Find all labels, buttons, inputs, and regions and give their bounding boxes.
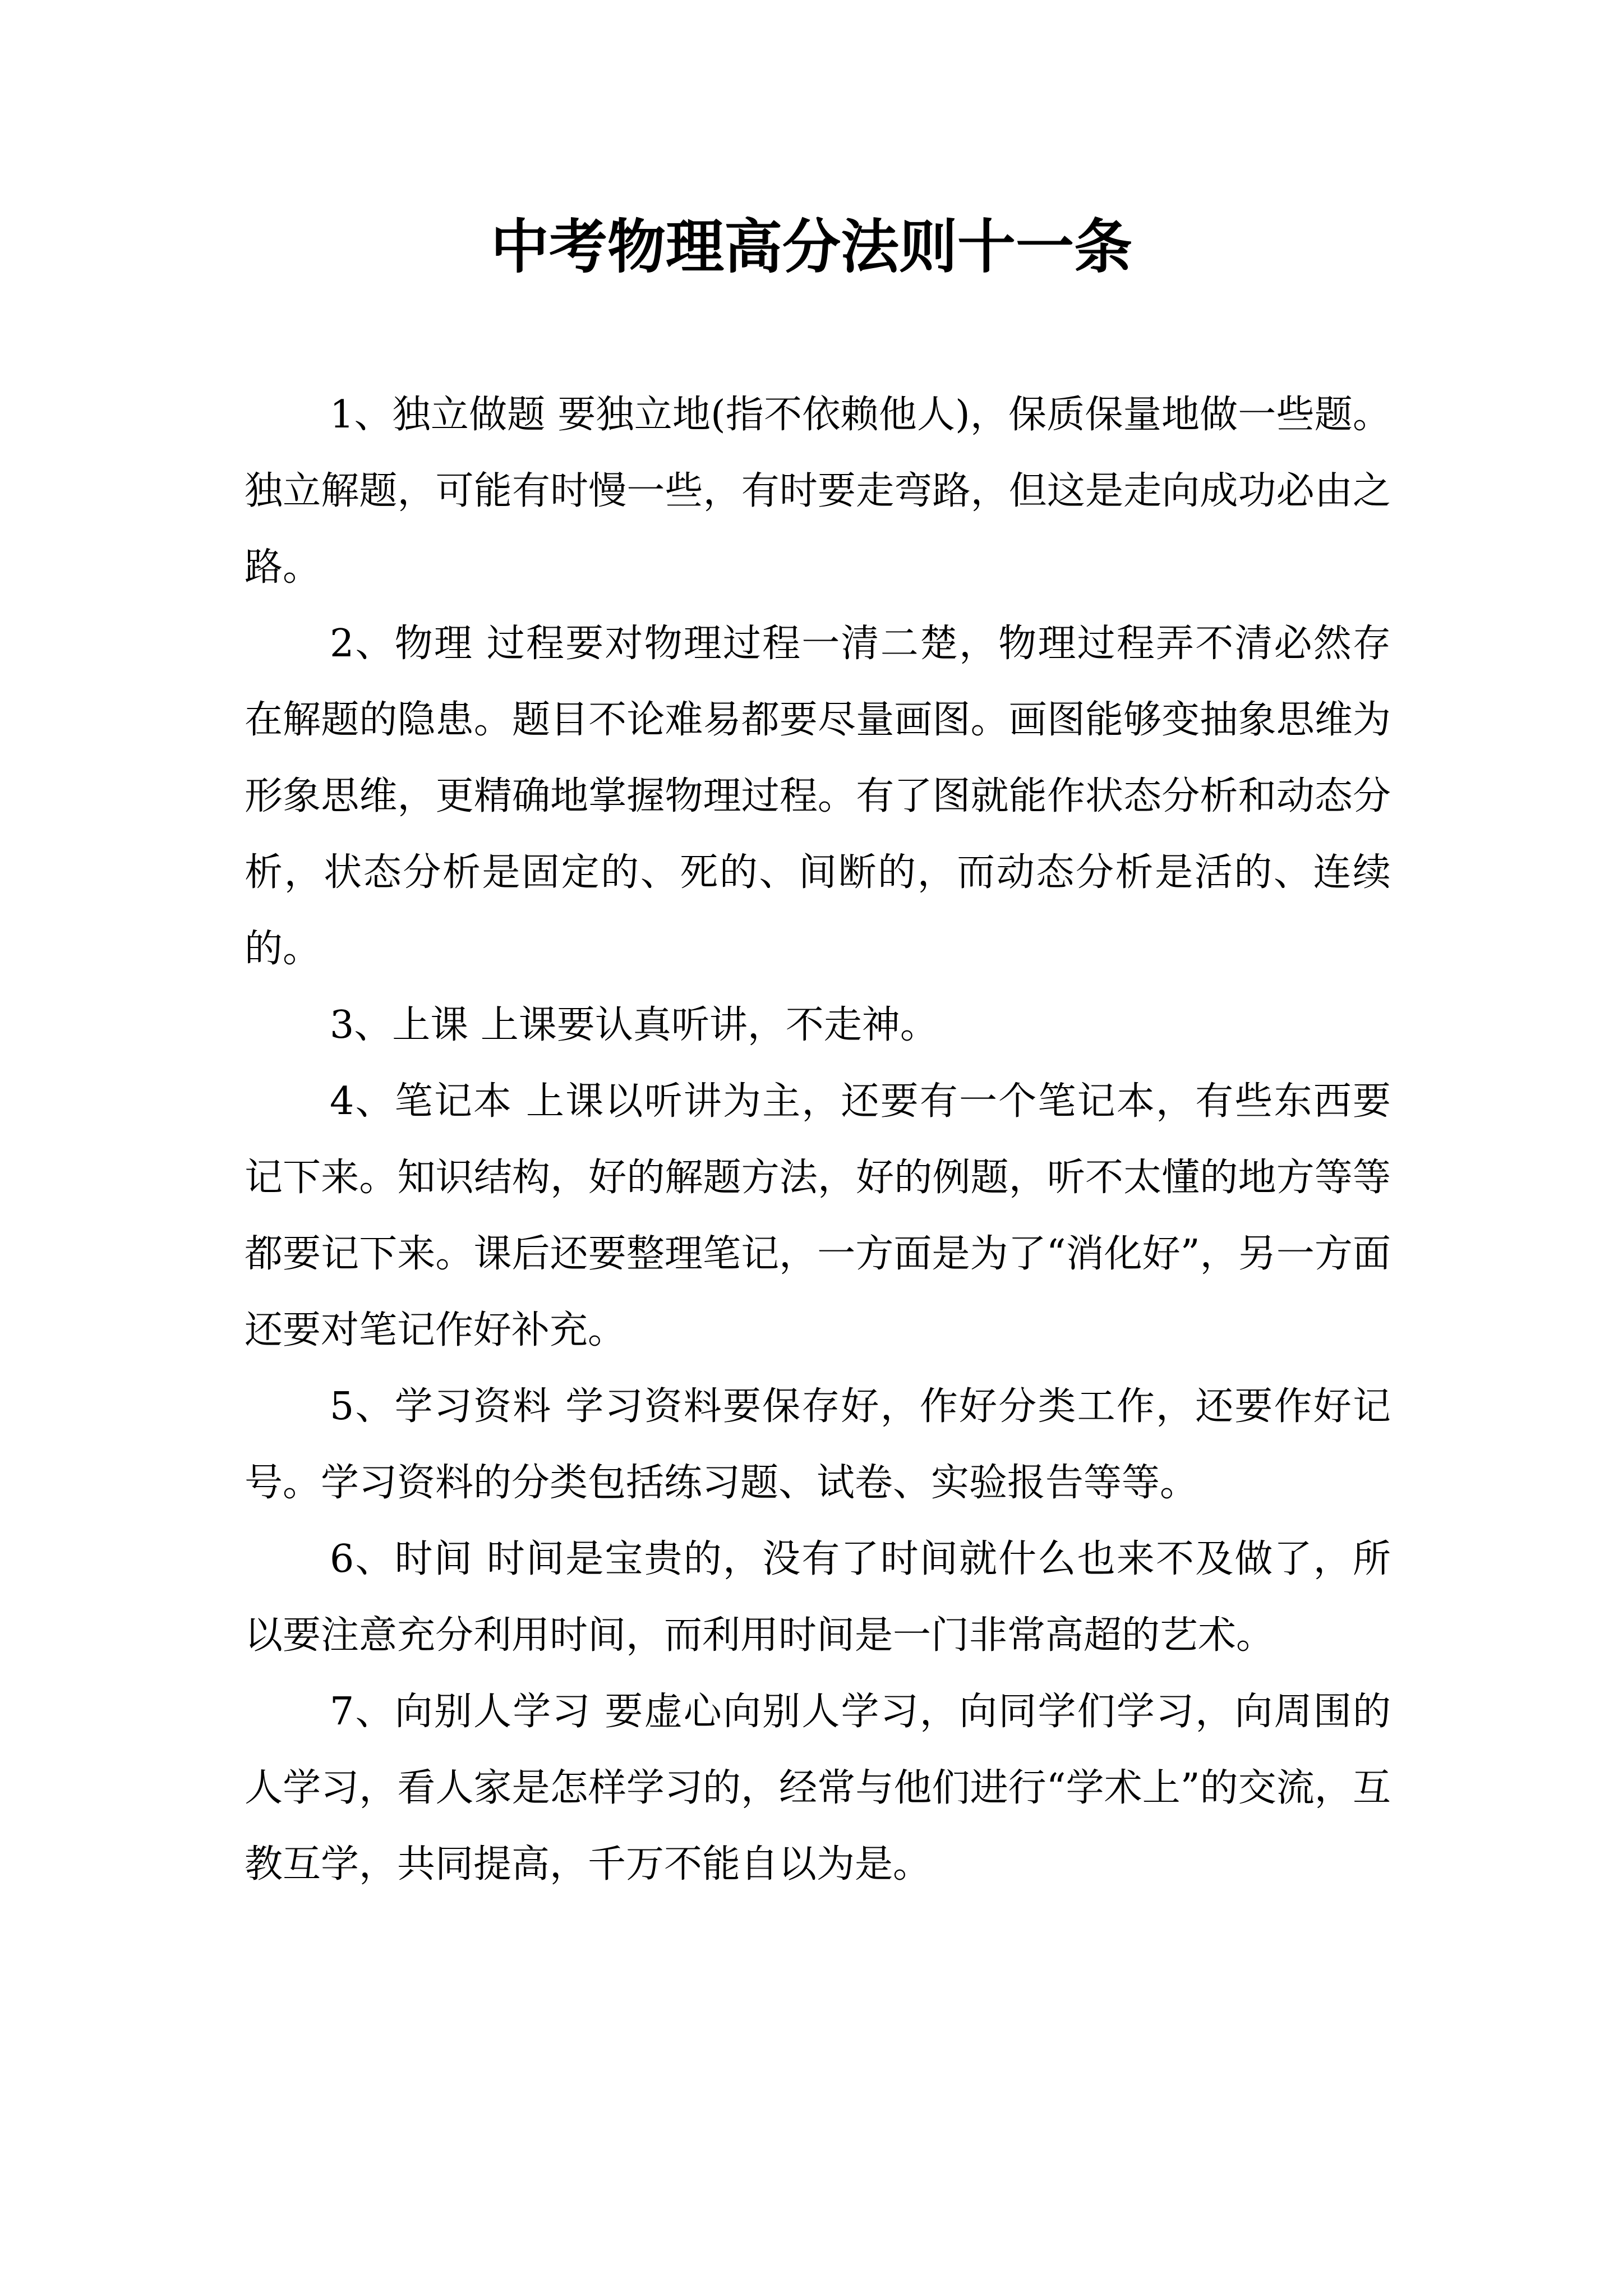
paragraph-4: 4、笔记本 上课以听讲为主，还要有一个笔记本，有些东西要记下来。知识结构，好的解题方法，好的例题，听不太懂的地方等等都要记下来。课后还要整理笔记，一方面是为了“消化好”，另一方面还要对笔记作好补充。 bbox=[245, 1079, 1391, 1352]
document-title: 中考物理高分法则十一条 bbox=[490, 212, 1132, 281]
paragraph-2: 2、物理 过程要对物理过程一清二楚，物理过程弄不清必然存在解题的隐患。题目不论难易都要尽量画图。画图能够变抽象思维为形象思维，更精确地掌握物理过程。有了图就能作状态分析和动态分析，状态分析是固定的、死的、间断的，而动态分析是活的、连续的。 bbox=[245, 622, 1391, 971]
paragraph-1: 1、独立做题 要独立地(指不依赖他人)，保质保量地做一些题。独立解题，可能有时慢一些，有时要走弯路，但这是走向成功必由之路。 bbox=[245, 393, 1391, 590]
paragraph-5: 5、学习资料 学习资料要保存好，作好分类工作，还要作好记号。学习资料的分类包括练习题、试卷、实验报告等等。 bbox=[245, 1384, 1391, 1505]
document-body bbox=[245, 377, 1391, 1903]
paragraph-3: 3、上课 上课要认真听讲，不走神。 bbox=[330, 1003, 938, 1047]
paragraph-7: 7、向别人学习 要虚心向别人学习，向同学们学习，向周围的人学习，看人家是怎样学习的，经常与他们进行“学术上”的交流，互教互学，共同提高，千万不能自以为是。 bbox=[245, 1690, 1391, 1887]
paragraph-6: 6、时间 时间是宝贵的，没有了时间就什么也来不及做了，所以要注意充分利用时间，而利用时间是一门非常高超的艺术。 bbox=[245, 1537, 1391, 1658]
